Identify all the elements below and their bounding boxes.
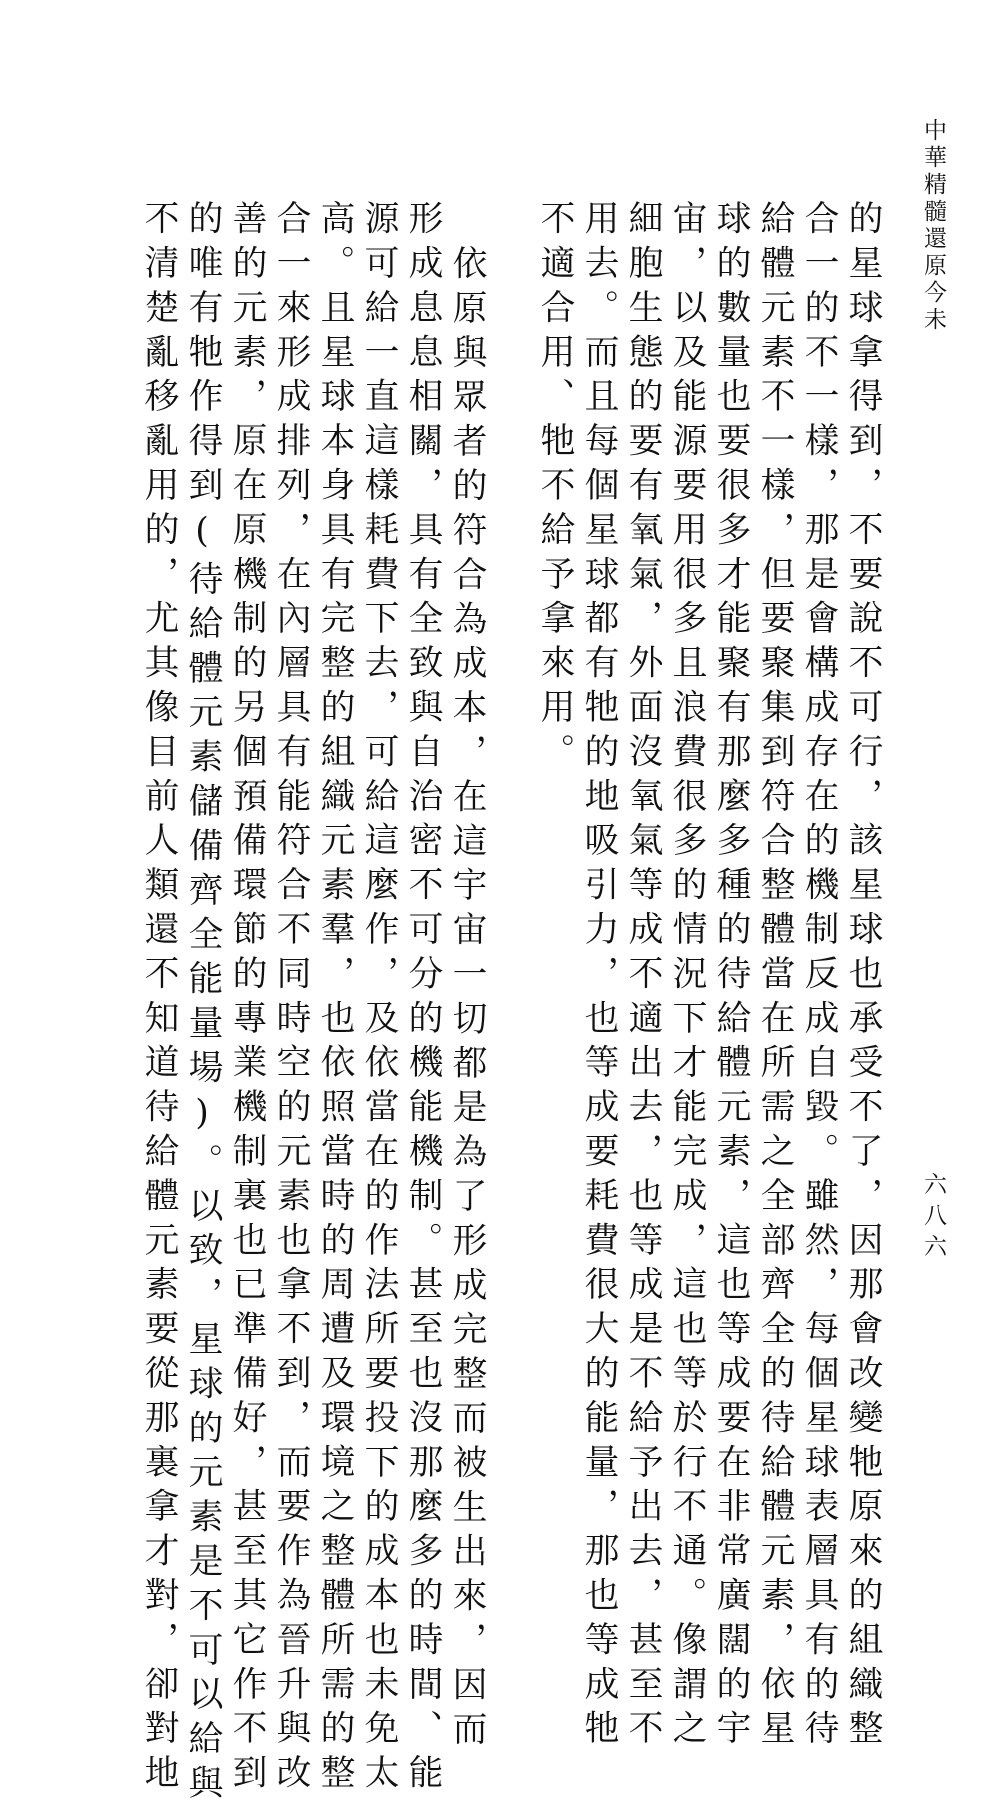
text-column-10: 形成息息相關，具有全致與自治密不可分的機能機制。甚至也沒那麼多的時間、能 xyxy=(402,200,442,1799)
text-column-16: 不清楚亂移亂用的，尤其像目前人類還不知道待給體元素要從那裏拿才對，卻對地 xyxy=(138,200,178,1799)
running-header-title: 中華精髓還原今未 xyxy=(920,118,946,334)
text-column-4: 球的數量也要很多才能聚有那麼多種的待給體元素，這也等成要在非常廣闊的宇 xyxy=(710,200,750,1754)
text-column-1: 的星球拿得到，不要說不可行，該星球也承受不了，因那會改變牠原來的組織整 xyxy=(842,200,882,1754)
text-column-5: 宙，以及能源要用很多且浪費很多的情況下才能完成，這也等於行不通。像謂之 xyxy=(666,200,706,1754)
text-column-2: 合一的不一樣，那是會構成存在的機制反成自毀。雖然，每個星球表層具有的待 xyxy=(798,200,838,1754)
text-column-6: 細胞生態的要有氧氣，外面沒氧氣等成不適出去，也等成是不給予出去，甚至不 xyxy=(622,200,662,1754)
text-column-8: 不適合用、牠不給予拿來用。 xyxy=(534,200,574,778)
text-column-11: 源可給一直這樣耗費下去，可給這麼作，及依當在的作法所要投下的成本也未免太 xyxy=(358,200,398,1799)
text-column-7: 用去。而且每個星球都有牠的地吸引力，也等成要耗費很大的能量，那也等成牠 xyxy=(578,200,618,1754)
text-column-14: 善的元素，原在原機制的另個預備環節的專業機制裏也已準備好，甚至其它作不到 xyxy=(226,200,266,1799)
text-column-3: 給體元素不一樣，但要聚集到符合整體當在所需之全部齊全的待給體元素，依星 xyxy=(754,200,794,1754)
text-column-12: 高。且星球本身具有完整的組織元素羣，也依照當時的周遭及環境之整體所需的整 xyxy=(314,200,354,1799)
page-number: 六八六 xyxy=(920,1172,946,1265)
text-column-15: 的唯有牠作得到(待給體元素儲備齊全能量場)。以致，星球的元素是不可以給與 xyxy=(182,200,222,1809)
text-column-13: 合一來形成排列，在內層具有能符合不同時空的元素也拿不到，而要作為晉升與改 xyxy=(270,200,310,1799)
text-column-9: 依原與眾者的符合為成本，在這宇宙一切都是為了形成完整而被生出來，因而 xyxy=(446,245,486,1755)
